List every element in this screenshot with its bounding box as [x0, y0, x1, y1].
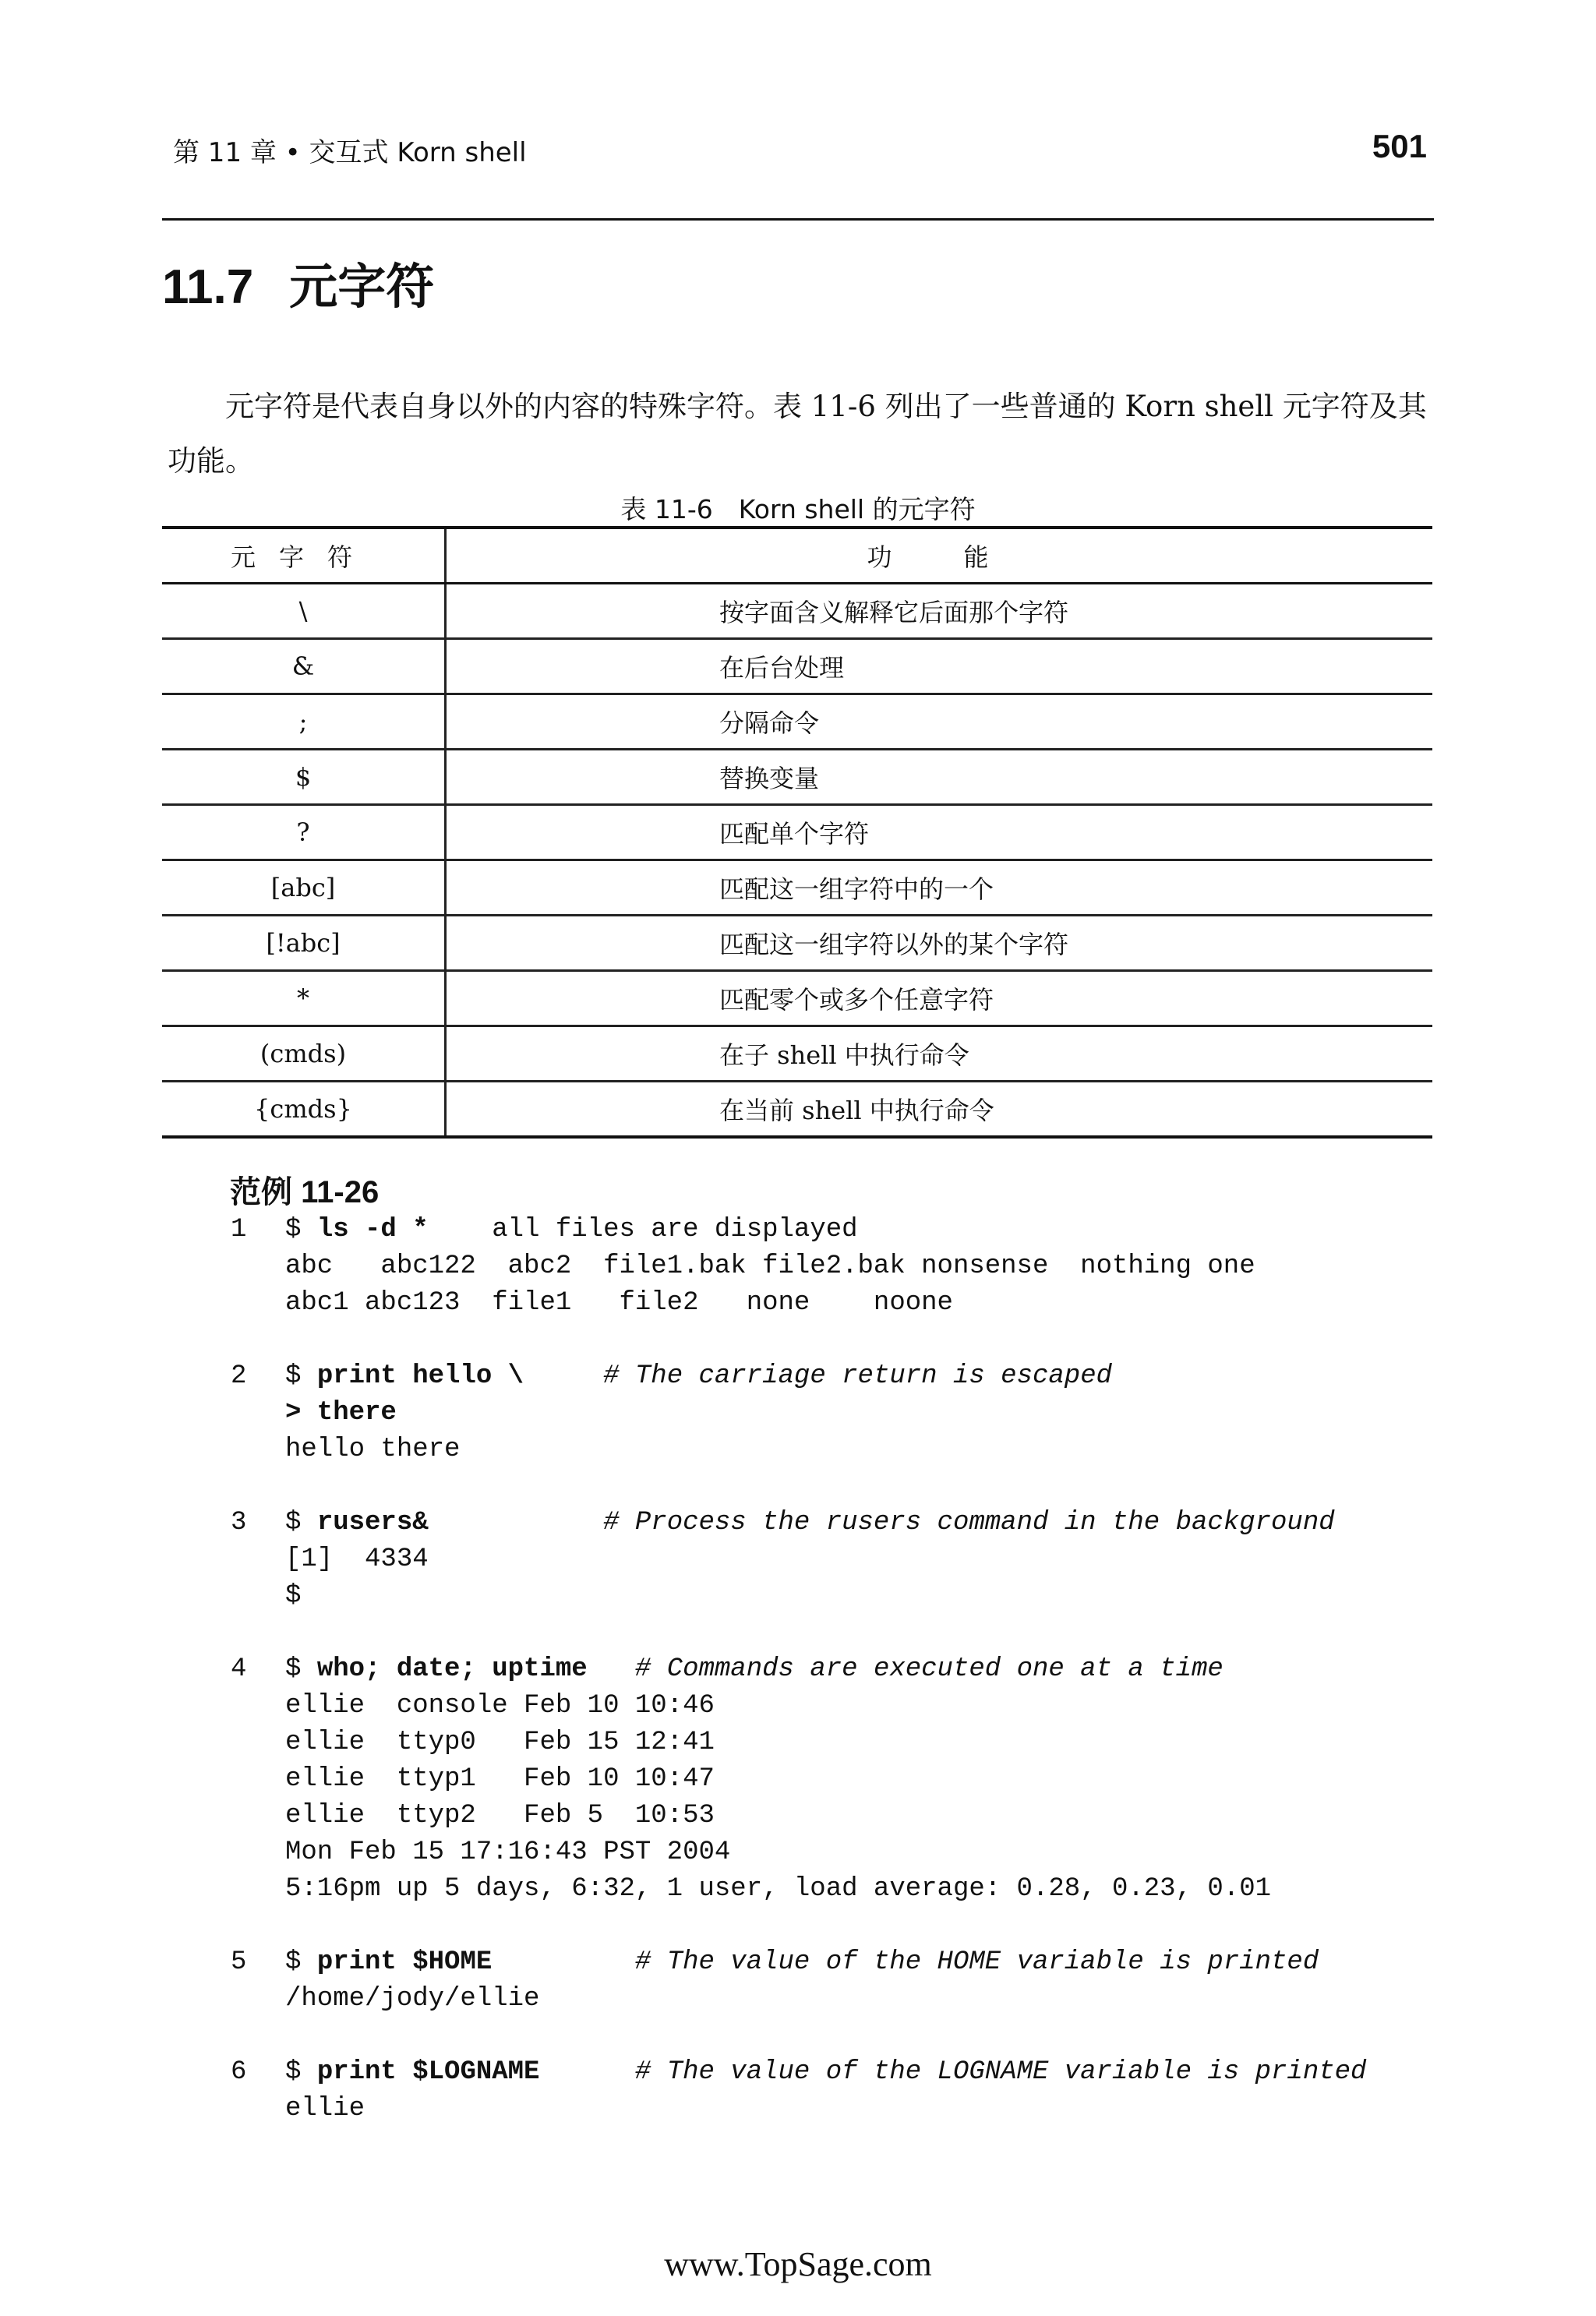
code-padding — [539, 2057, 634, 2087]
line-number: 3 — [231, 1508, 247, 1538]
function-cell: 匹配零个或多个任意字符 — [446, 971, 1433, 1026]
footer-url: www.TopSage.com — [664, 2245, 932, 2283]
table-row — [162, 1082, 1432, 1138]
output-text: abc1 abc123 file1 file2 none noone — [285, 1288, 953, 1318]
code-padding — [429, 1508, 603, 1538]
code-output-line — [231, 1395, 1555, 1432]
metacharacter-table — [162, 526, 1432, 1139]
code-comment: # The carriage return is escaped — [603, 1361, 1112, 1391]
code-output-line — [231, 1688, 1555, 1725]
code-comment: # Process the rusers command in the background — [603, 1508, 1335, 1538]
output-text: 5:16pm up 5 days, 6:32, 1 user, load average: 0.28, 0.23, 0.01 — [285, 1874, 1272, 1904]
code-comment: # The value of the LOGNAME variable is printed — [634, 2057, 1367, 2087]
function-cell: 在子 shell 中执行命令 — [446, 1026, 1433, 1082]
code-comment: # Commands are executed one at a time — [634, 1654, 1223, 1684]
section-heading — [162, 248, 434, 317]
code-command-line — [231, 1944, 1555, 1981]
metacharacter-cell: * — [162, 971, 446, 1026]
code-command-line — [231, 1651, 1555, 1688]
code-output-line — [231, 1871, 1555, 1908]
metacharacter-cell: & — [162, 639, 446, 694]
command-text: print $LOGNAME — [316, 2057, 540, 2087]
line-number: 2 — [231, 1361, 247, 1391]
table-row — [162, 584, 1432, 639]
output-text: [1] 4334 — [285, 1545, 429, 1574]
metacharacter-cell: \ — [162, 584, 446, 639]
output-text: ellie — [285, 2094, 365, 2124]
output-text: hello there — [285, 1435, 461, 1464]
header-rule — [162, 218, 1434, 221]
prompt: $ — [285, 1508, 317, 1538]
output-text: ellie ttyp2 Feb 5 10:53 — [285, 1801, 715, 1831]
prompt: $ — [285, 1654, 317, 1684]
code-listing — [231, 1212, 1555, 2127]
metacharacter-cell: [!abc] — [162, 916, 446, 971]
prompt: $ — [285, 1947, 317, 1977]
table-row — [162, 1026, 1432, 1082]
table-caption: 表 11-6 Korn shell 的元字符 — [620, 494, 976, 524]
section-number: 11.7 — [162, 260, 254, 314]
prompt: $ — [285, 1215, 317, 1244]
code-output-line — [231, 1834, 1555, 1871]
code-output-line — [231, 1725, 1555, 1761]
command-text: ls -d * — [316, 1215, 429, 1244]
function-cell: 匹配单个字符 — [446, 805, 1433, 860]
header-function: 功 能 — [446, 528, 1433, 584]
code-command-line — [231, 2054, 1555, 2091]
code-spacer — [231, 1468, 1555, 1505]
code-output-line — [231, 1432, 1555, 1468]
prompt: $ — [285, 2057, 317, 2087]
table-header-row — [162, 528, 1432, 584]
code-output-line — [231, 1761, 1555, 1798]
code-padding — [429, 1215, 493, 1244]
code-output-line — [231, 2091, 1555, 2127]
function-cell: 按字面含义解释它后面那个字符 — [446, 584, 1433, 639]
line-number: 6 — [231, 2057, 247, 2087]
code-padding — [588, 1654, 635, 1684]
code-output-line — [231, 1578, 1555, 1615]
code-output-line — [231, 1541, 1555, 1578]
output-text: ellie console Feb 10 10:46 — [285, 1691, 715, 1721]
output-text: ellie ttyp0 Feb 15 12:41 — [285, 1728, 715, 1757]
code-output-line — [231, 1248, 1555, 1285]
table-row — [162, 750, 1432, 805]
code-spacer — [231, 2018, 1555, 2054]
line-number: 1 — [231, 1215, 247, 1244]
code-comment: all files are displayed — [492, 1215, 858, 1244]
code-command-line — [231, 1505, 1555, 1541]
output-text: /home/jody/ellie — [285, 1984, 540, 2014]
line-number: 5 — [231, 1947, 247, 1977]
page-number: 501 — [1372, 128, 1427, 164]
function-cell: 在后台处理 — [446, 639, 1433, 694]
function-cell: 分隔命令 — [446, 694, 1433, 750]
running-head: 第 11 章 • 交互式 Korn shell — [173, 137, 527, 168]
output-text: Mon Feb 15 17:16:43 PST 2004 — [285, 1838, 731, 1867]
metacharacter-cell: ? — [162, 805, 446, 860]
function-cell: 在当前 shell 中执行命令 — [446, 1082, 1433, 1138]
code-spacer — [231, 1908, 1555, 1944]
function-cell: 匹配这一组字符中的一个 — [446, 860, 1433, 916]
command-text: print hello \ — [316, 1361, 524, 1391]
code-command-line — [231, 1212, 1555, 1248]
code-padding — [492, 1947, 635, 1977]
metacharacter-cell: (cmds) — [162, 1026, 446, 1082]
output-text: $ — [285, 1581, 302, 1611]
section-title: 元字符 — [289, 260, 435, 314]
code-output-line — [231, 1981, 1555, 2018]
code-command-line — [231, 1358, 1555, 1395]
table-row — [162, 971, 1432, 1026]
output-text: abc abc122 abc2 file1.bak file2.bak nonsense nothing one — [285, 1252, 1255, 1281]
output-text: > there — [285, 1398, 397, 1428]
function-cell: 替换变量 — [446, 750, 1433, 805]
command-text: who; date; uptime — [316, 1654, 588, 1684]
table-row — [162, 860, 1432, 916]
command-text: rusers& — [316, 1508, 429, 1538]
table-row — [162, 694, 1432, 750]
example-title: 范例 11-26 — [230, 1175, 380, 1209]
code-padding — [524, 1361, 603, 1391]
function-cell: 匹配这一组字符以外的某个字符 — [446, 916, 1433, 971]
table-row — [162, 639, 1432, 694]
metacharacter-cell: ; — [162, 694, 446, 750]
metacharacter-cell: $ — [162, 750, 446, 805]
line-number: 4 — [231, 1654, 247, 1684]
intro-paragraph: 元字符是代表自身以外的内容的特殊字符。表 11-6 列出了一些普通的 Korn shell 元字符及其功能。 — [168, 390, 1427, 478]
code-comment: # The value of the HOME variable is printed — [634, 1947, 1319, 1977]
code-output-line — [231, 1798, 1555, 1834]
code-output-line — [231, 1285, 1555, 1322]
metacharacter-cell: [abc] — [162, 860, 446, 916]
table-row — [162, 805, 1432, 860]
code-spacer — [231, 1615, 1555, 1651]
code-spacer — [231, 1322, 1555, 1358]
header-metacharacter: 元字符 — [162, 528, 446, 584]
command-text: print $HOME — [316, 1947, 493, 1977]
prompt: $ — [285, 1361, 317, 1391]
table-row — [162, 916, 1432, 971]
metacharacter-cell: {cmds} — [162, 1082, 446, 1138]
output-text: ellie ttyp1 Feb 10 10:47 — [285, 1764, 715, 1794]
